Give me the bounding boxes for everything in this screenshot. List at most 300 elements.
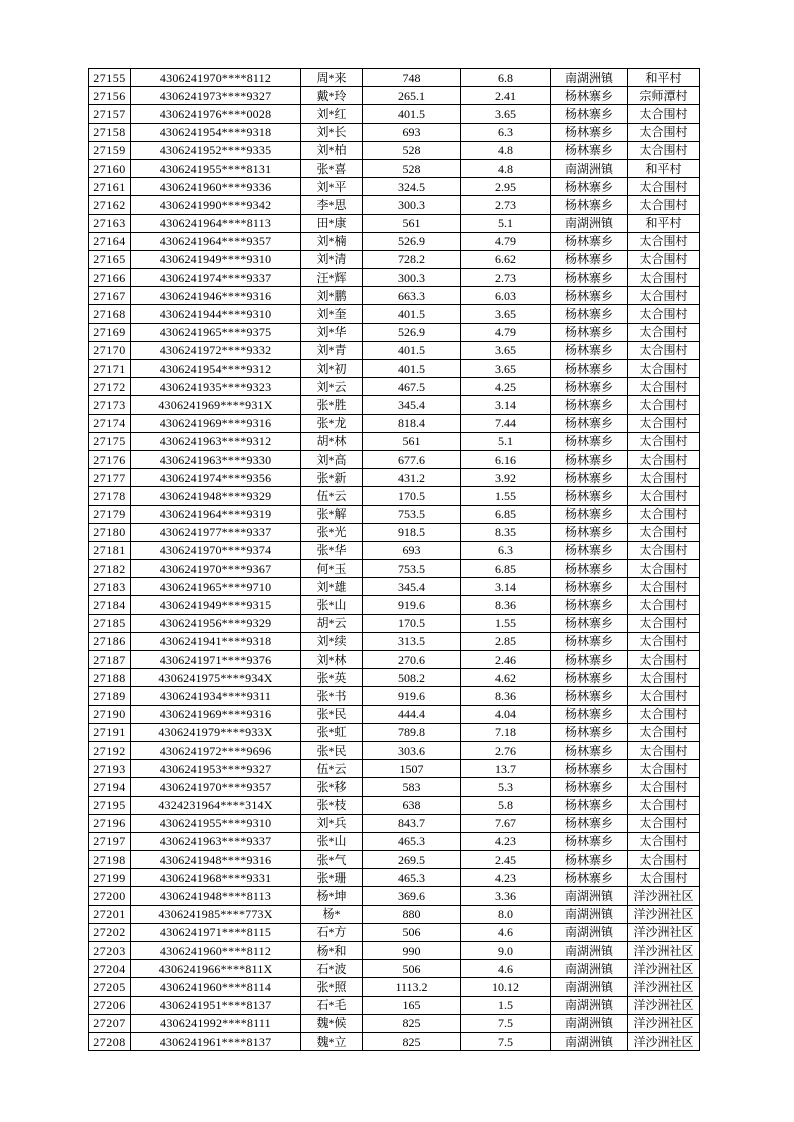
table-row	[89, 178, 700, 196]
table-row	[89, 69, 700, 87]
rate-cell: 9.0	[461, 942, 551, 960]
amount-cell: 303.6	[363, 741, 461, 759]
rate-cell: 4.79	[461, 232, 551, 250]
amount-cell: 526.9	[363, 323, 461, 341]
name-cell: 刘*清	[301, 250, 363, 268]
seq-cell: 27202	[89, 923, 131, 941]
name-cell: 张*新	[301, 469, 363, 487]
id-number-cell: 4306241970****8112	[131, 69, 301, 87]
seq-cell: 27155	[89, 69, 131, 87]
amount-cell: 465.3	[363, 869, 461, 887]
rate-cell: 3.65	[461, 305, 551, 323]
seq-cell: 27169	[89, 323, 131, 341]
rate-cell: 5.1	[461, 214, 551, 232]
seq-cell: 27208	[89, 1032, 131, 1050]
table-row	[89, 305, 700, 323]
name-cell: 刘*兵	[301, 814, 363, 832]
village-cell: 太合围村	[628, 196, 700, 214]
rate-cell: 1.5	[461, 996, 551, 1014]
id-number-cell: 4306241972****9332	[131, 341, 301, 359]
rate-cell: 6.3	[461, 541, 551, 559]
town-cell: 杨林寨乡	[551, 760, 628, 778]
village-cell: 太合围村	[628, 541, 700, 559]
amount-cell: 165	[363, 996, 461, 1014]
village-cell: 太合围村	[628, 469, 700, 487]
town-cell: 杨林寨乡	[551, 269, 628, 287]
seq-cell: 27158	[89, 123, 131, 141]
rate-cell: 6.03	[461, 287, 551, 305]
village-cell: 太合围村	[628, 669, 700, 687]
rate-cell: 5.3	[461, 778, 551, 796]
town-cell: 杨林寨乡	[551, 687, 628, 705]
village-cell: 太合围村	[628, 269, 700, 287]
town-cell: 南湖洲镇	[551, 887, 628, 905]
id-number-cell: 4306241974****9356	[131, 469, 301, 487]
rate-cell: 2.46	[461, 651, 551, 669]
rate-cell: 3.14	[461, 578, 551, 596]
table-row	[89, 905, 700, 923]
seq-cell: 27201	[89, 905, 131, 923]
rate-cell: 3.65	[461, 105, 551, 123]
amount-cell: 561	[363, 432, 461, 450]
amount-cell: 789.8	[363, 723, 461, 741]
village-cell: 太合围村	[628, 723, 700, 741]
amount-cell: 526.9	[363, 232, 461, 250]
table-row	[89, 741, 700, 759]
village-cell: 太合围村	[628, 287, 700, 305]
rate-cell: 2.95	[461, 178, 551, 196]
amount-cell: 1507	[363, 760, 461, 778]
rate-cell: 2.45	[461, 851, 551, 869]
village-cell: 太合围村	[628, 232, 700, 250]
amount-cell: 728.2	[363, 250, 461, 268]
table-row	[89, 214, 700, 232]
village-cell: 洋沙洲社区	[628, 942, 700, 960]
village-cell: 太合围村	[628, 778, 700, 796]
table-row	[89, 705, 700, 723]
seq-cell: 27193	[89, 760, 131, 778]
village-cell: 洋沙洲社区	[628, 1014, 700, 1032]
amount-cell: 465.3	[363, 832, 461, 850]
amount-cell: 919.6	[363, 687, 461, 705]
rate-cell: 7.5	[461, 1032, 551, 1050]
town-cell: 杨林寨乡	[551, 869, 628, 887]
rate-cell: 6.3	[461, 123, 551, 141]
rate-cell: 3.14	[461, 396, 551, 414]
id-number-cell: 4306241963****9312	[131, 432, 301, 450]
id-number-cell: 4306241992****8111	[131, 1014, 301, 1032]
table-row	[89, 523, 700, 541]
amount-cell: 324.5	[363, 178, 461, 196]
name-cell: 刘*长	[301, 123, 363, 141]
amount-cell: 170.5	[363, 487, 461, 505]
amount-cell: 919.6	[363, 596, 461, 614]
name-cell: 刘*林	[301, 651, 363, 669]
seq-cell: 27172	[89, 378, 131, 396]
amount-cell: 506	[363, 923, 461, 941]
amount-cell: 313.5	[363, 632, 461, 650]
amount-cell: 663.3	[363, 287, 461, 305]
village-cell: 太合围村	[628, 323, 700, 341]
id-number-cell: 4306241952****9335	[131, 141, 301, 159]
rate-cell: 4.23	[461, 869, 551, 887]
name-cell: 刘*鹏	[301, 287, 363, 305]
town-cell: 杨林寨乡	[551, 523, 628, 541]
rate-cell: 2.85	[461, 632, 551, 650]
table-row	[89, 232, 700, 250]
town-cell: 杨林寨乡	[551, 541, 628, 559]
town-cell: 杨林寨乡	[551, 414, 628, 432]
id-number-cell: 4306241965****9375	[131, 323, 301, 341]
seq-cell: 27189	[89, 687, 131, 705]
table-row	[89, 341, 700, 359]
rate-cell: 3.65	[461, 341, 551, 359]
name-cell: 张*光	[301, 523, 363, 541]
rate-cell: 8.36	[461, 687, 551, 705]
table-row	[89, 505, 700, 523]
table-row	[89, 378, 700, 396]
name-cell: 杨*坤	[301, 887, 363, 905]
amount-cell: 401.5	[363, 341, 461, 359]
id-number-cell: 4306241965****9710	[131, 578, 301, 596]
rate-cell: 4.23	[461, 832, 551, 850]
amount-cell: 693	[363, 541, 461, 559]
town-cell: 杨林寨乡	[551, 778, 628, 796]
town-cell: 杨林寨乡	[551, 505, 628, 523]
town-cell: 杨林寨乡	[551, 814, 628, 832]
town-cell: 杨林寨乡	[551, 196, 628, 214]
name-cell: 刘*奎	[301, 305, 363, 323]
table-row	[89, 614, 700, 632]
village-cell: 太合围村	[628, 396, 700, 414]
rate-cell: 4.25	[461, 378, 551, 396]
seq-cell: 27191	[89, 723, 131, 741]
table-row	[89, 669, 700, 687]
seq-cell: 27190	[89, 705, 131, 723]
name-cell: 刘*青	[301, 341, 363, 359]
town-cell: 杨林寨乡	[551, 632, 628, 650]
name-cell: 刘*续	[301, 632, 363, 650]
town-cell: 杨林寨乡	[551, 105, 628, 123]
table-row	[89, 196, 700, 214]
table-row	[89, 396, 700, 414]
town-cell: 杨林寨乡	[551, 360, 628, 378]
amount-cell: 880	[363, 905, 461, 923]
amount-cell: 1113.2	[363, 978, 461, 996]
rate-cell: 4.6	[461, 923, 551, 941]
name-cell: 张*气	[301, 851, 363, 869]
table-row	[89, 851, 700, 869]
name-cell: 石*波	[301, 960, 363, 978]
village-cell: 太合围村	[628, 814, 700, 832]
id-number-cell: 4306241960****9336	[131, 178, 301, 196]
id-number-cell: 4306241969****9316	[131, 414, 301, 432]
town-cell: 杨林寨乡	[551, 723, 628, 741]
village-cell: 太合围村	[628, 505, 700, 523]
town-cell: 南湖洲镇	[551, 69, 628, 87]
seq-cell: 27198	[89, 851, 131, 869]
amount-cell: 843.7	[363, 814, 461, 832]
town-cell: 杨林寨乡	[551, 669, 628, 687]
id-number-cell: 4306241955****9310	[131, 814, 301, 832]
name-cell: 刘*楠	[301, 232, 363, 250]
village-cell: 太合围村	[628, 687, 700, 705]
seq-cell: 27185	[89, 614, 131, 632]
name-cell: 张*山	[301, 596, 363, 614]
town-cell: 杨林寨乡	[551, 651, 628, 669]
village-cell: 太合围村	[628, 578, 700, 596]
rate-cell: 1.55	[461, 487, 551, 505]
id-number-cell: 4306241966****811X	[131, 960, 301, 978]
seq-cell: 27195	[89, 796, 131, 814]
rate-cell: 7.67	[461, 814, 551, 832]
name-cell: 胡*林	[301, 432, 363, 450]
rate-cell: 8.36	[461, 596, 551, 614]
name-cell: 石*毛	[301, 996, 363, 1014]
table-row	[89, 323, 700, 341]
rate-cell: 6.85	[461, 560, 551, 578]
rate-cell: 4.04	[461, 705, 551, 723]
name-cell: 刘*红	[301, 105, 363, 123]
village-cell: 宗师潭村	[628, 87, 700, 105]
amount-cell: 467.5	[363, 378, 461, 396]
seq-cell: 27161	[89, 178, 131, 196]
rate-cell: 13.7	[461, 760, 551, 778]
rate-cell: 5.8	[461, 796, 551, 814]
seq-cell: 27157	[89, 105, 131, 123]
town-cell: 杨林寨乡	[551, 560, 628, 578]
name-cell: 汪*辉	[301, 269, 363, 287]
seq-cell: 27167	[89, 287, 131, 305]
id-number-cell: 4306241960****8114	[131, 978, 301, 996]
table-row	[89, 450, 700, 468]
town-cell: 杨林寨乡	[551, 87, 628, 105]
town-cell: 杨林寨乡	[551, 450, 628, 468]
town-cell: 杨林寨乡	[551, 396, 628, 414]
seq-cell: 27199	[89, 869, 131, 887]
rate-cell: 8.35	[461, 523, 551, 541]
village-cell: 和平村	[628, 159, 700, 177]
id-number-cell: 4306241964****9357	[131, 232, 301, 250]
id-number-cell: 4306241963****9330	[131, 450, 301, 468]
village-cell: 和平村	[628, 69, 700, 87]
table-row	[89, 814, 700, 832]
table-row	[89, 560, 700, 578]
amount-cell: 583	[363, 778, 461, 796]
amount-cell: 508.2	[363, 669, 461, 687]
town-cell: 南湖洲镇	[551, 978, 628, 996]
id-number-cell: 4306241970****9367	[131, 560, 301, 578]
village-cell: 洋沙洲社区	[628, 905, 700, 923]
table-row	[89, 978, 700, 996]
rate-cell: 6.85	[461, 505, 551, 523]
name-cell: 刘*云	[301, 378, 363, 396]
seq-cell: 27163	[89, 214, 131, 232]
rate-cell: 1.55	[461, 614, 551, 632]
seq-cell: 27177	[89, 469, 131, 487]
id-number-cell: 4306241949****9315	[131, 596, 301, 614]
name-cell: 张*枝	[301, 796, 363, 814]
name-cell: 魏*候	[301, 1014, 363, 1032]
rate-cell: 5.1	[461, 432, 551, 450]
amount-cell: 369.6	[363, 887, 461, 905]
town-cell: 杨林寨乡	[551, 796, 628, 814]
table-row	[89, 960, 700, 978]
village-cell: 洋沙洲社区	[628, 887, 700, 905]
amount-cell: 748	[363, 69, 461, 87]
table-row	[89, 269, 700, 287]
seq-cell: 27184	[89, 596, 131, 614]
town-cell: 杨林寨乡	[551, 487, 628, 505]
seq-cell: 27156	[89, 87, 131, 105]
seq-cell: 27181	[89, 541, 131, 559]
id-number-cell: 4306241963****9337	[131, 832, 301, 850]
seq-cell: 27175	[89, 432, 131, 450]
village-cell: 太合围村	[628, 378, 700, 396]
rate-cell: 4.8	[461, 141, 551, 159]
seq-cell: 27165	[89, 250, 131, 268]
id-number-cell: 4306241935****9323	[131, 378, 301, 396]
name-cell: 张*胜	[301, 396, 363, 414]
name-cell: 周*来	[301, 69, 363, 87]
table-row	[89, 760, 700, 778]
id-number-cell: 4306241985****773X	[131, 905, 301, 923]
seq-cell: 27178	[89, 487, 131, 505]
seq-cell: 27159	[89, 141, 131, 159]
name-cell: 刘*平	[301, 178, 363, 196]
amount-cell: 825	[363, 1014, 461, 1032]
id-number-cell: 4306241946****9316	[131, 287, 301, 305]
town-cell: 杨林寨乡	[551, 123, 628, 141]
name-cell: 张*喜	[301, 159, 363, 177]
amount-cell: 753.5	[363, 505, 461, 523]
seq-cell: 27166	[89, 269, 131, 287]
table-row	[89, 487, 700, 505]
id-number-cell: 4306241977****9337	[131, 523, 301, 541]
name-cell: 刘*华	[301, 323, 363, 341]
id-number-cell: 4306241948****9316	[131, 851, 301, 869]
table-row	[89, 123, 700, 141]
table-row	[89, 1014, 700, 1032]
id-number-cell: 4306241944****9310	[131, 305, 301, 323]
town-cell: 杨林寨乡	[551, 323, 628, 341]
amount-cell: 561	[363, 214, 461, 232]
name-cell: 戴*玲	[301, 87, 363, 105]
name-cell: 张*解	[301, 505, 363, 523]
id-number-cell: 4306241961****8137	[131, 1032, 301, 1050]
village-cell: 太合围村	[628, 523, 700, 541]
seq-cell: 27187	[89, 651, 131, 669]
amount-cell: 825	[363, 1032, 461, 1050]
town-cell: 南湖洲镇	[551, 1014, 628, 1032]
table-row	[89, 159, 700, 177]
seq-cell: 27205	[89, 978, 131, 996]
table-row	[89, 778, 700, 796]
id-number-cell: 4306241964****8113	[131, 214, 301, 232]
id-number-cell: 4306241960****8112	[131, 942, 301, 960]
rate-cell: 6.16	[461, 450, 551, 468]
amount-cell: 269.5	[363, 851, 461, 869]
village-cell: 太合围村	[628, 305, 700, 323]
table-row	[89, 596, 700, 614]
village-cell: 太合围村	[628, 869, 700, 887]
amount-cell: 300.3	[363, 196, 461, 214]
name-cell: 何*玉	[301, 560, 363, 578]
seq-cell: 27176	[89, 450, 131, 468]
amount-cell: 753.5	[363, 560, 461, 578]
rate-cell: 6.62	[461, 250, 551, 268]
village-cell: 太合围村	[628, 851, 700, 869]
seq-cell: 27182	[89, 560, 131, 578]
seq-cell: 27174	[89, 414, 131, 432]
id-number-cell: 4306241948****9329	[131, 487, 301, 505]
amount-cell: 444.4	[363, 705, 461, 723]
table-row	[89, 923, 700, 941]
name-cell: 杨*	[301, 905, 363, 923]
town-cell: 南湖洲镇	[551, 214, 628, 232]
id-number-cell: 4306241976****0028	[131, 105, 301, 123]
name-cell: 杨*和	[301, 942, 363, 960]
village-cell: 太合围村	[628, 341, 700, 359]
name-cell: 张*照	[301, 978, 363, 996]
amount-cell: 677.6	[363, 450, 461, 468]
village-cell: 太合围村	[628, 741, 700, 759]
village-cell: 洋沙洲社区	[628, 996, 700, 1014]
id-number-cell: 4306241968****9331	[131, 869, 301, 887]
rate-cell: 3.36	[461, 887, 551, 905]
beneficiary-table	[88, 68, 700, 1051]
town-cell: 南湖洲镇	[551, 942, 628, 960]
rate-cell: 7.44	[461, 414, 551, 432]
amount-cell: 638	[363, 796, 461, 814]
village-cell: 太合围村	[628, 705, 700, 723]
amount-cell: 431.2	[363, 469, 461, 487]
town-cell: 南湖洲镇	[551, 159, 628, 177]
table-body	[89, 69, 700, 1051]
seq-cell: 27164	[89, 232, 131, 250]
town-cell: 杨林寨乡	[551, 287, 628, 305]
town-cell: 杨林寨乡	[551, 469, 628, 487]
table-row	[89, 360, 700, 378]
village-cell: 太合围村	[628, 178, 700, 196]
rate-cell: 2.41	[461, 87, 551, 105]
rate-cell: 4.79	[461, 323, 551, 341]
seq-cell: 27183	[89, 578, 131, 596]
seq-cell: 27206	[89, 996, 131, 1014]
seq-cell: 27200	[89, 887, 131, 905]
id-number-cell: 4306241934****9311	[131, 687, 301, 705]
table-row	[89, 723, 700, 741]
id-number-cell: 4306241941****9318	[131, 632, 301, 650]
name-cell: 刘*初	[301, 360, 363, 378]
amount-cell: 918.5	[363, 523, 461, 541]
id-number-cell: 4306241969****931X	[131, 396, 301, 414]
town-cell: 南湖洲镇	[551, 905, 628, 923]
id-number-cell: 4306241949****9310	[131, 250, 301, 268]
seq-cell: 27170	[89, 341, 131, 359]
name-cell: 石*方	[301, 923, 363, 941]
name-cell: 胡*云	[301, 614, 363, 632]
id-number-cell: 4306241975****934X	[131, 669, 301, 687]
village-cell: 太合围村	[628, 796, 700, 814]
table-row	[89, 687, 700, 705]
name-cell: 张*龙	[301, 414, 363, 432]
town-cell: 杨林寨乡	[551, 578, 628, 596]
table-row	[89, 796, 700, 814]
table-row	[89, 651, 700, 669]
village-cell: 太合围村	[628, 760, 700, 778]
village-cell: 太合围村	[628, 614, 700, 632]
